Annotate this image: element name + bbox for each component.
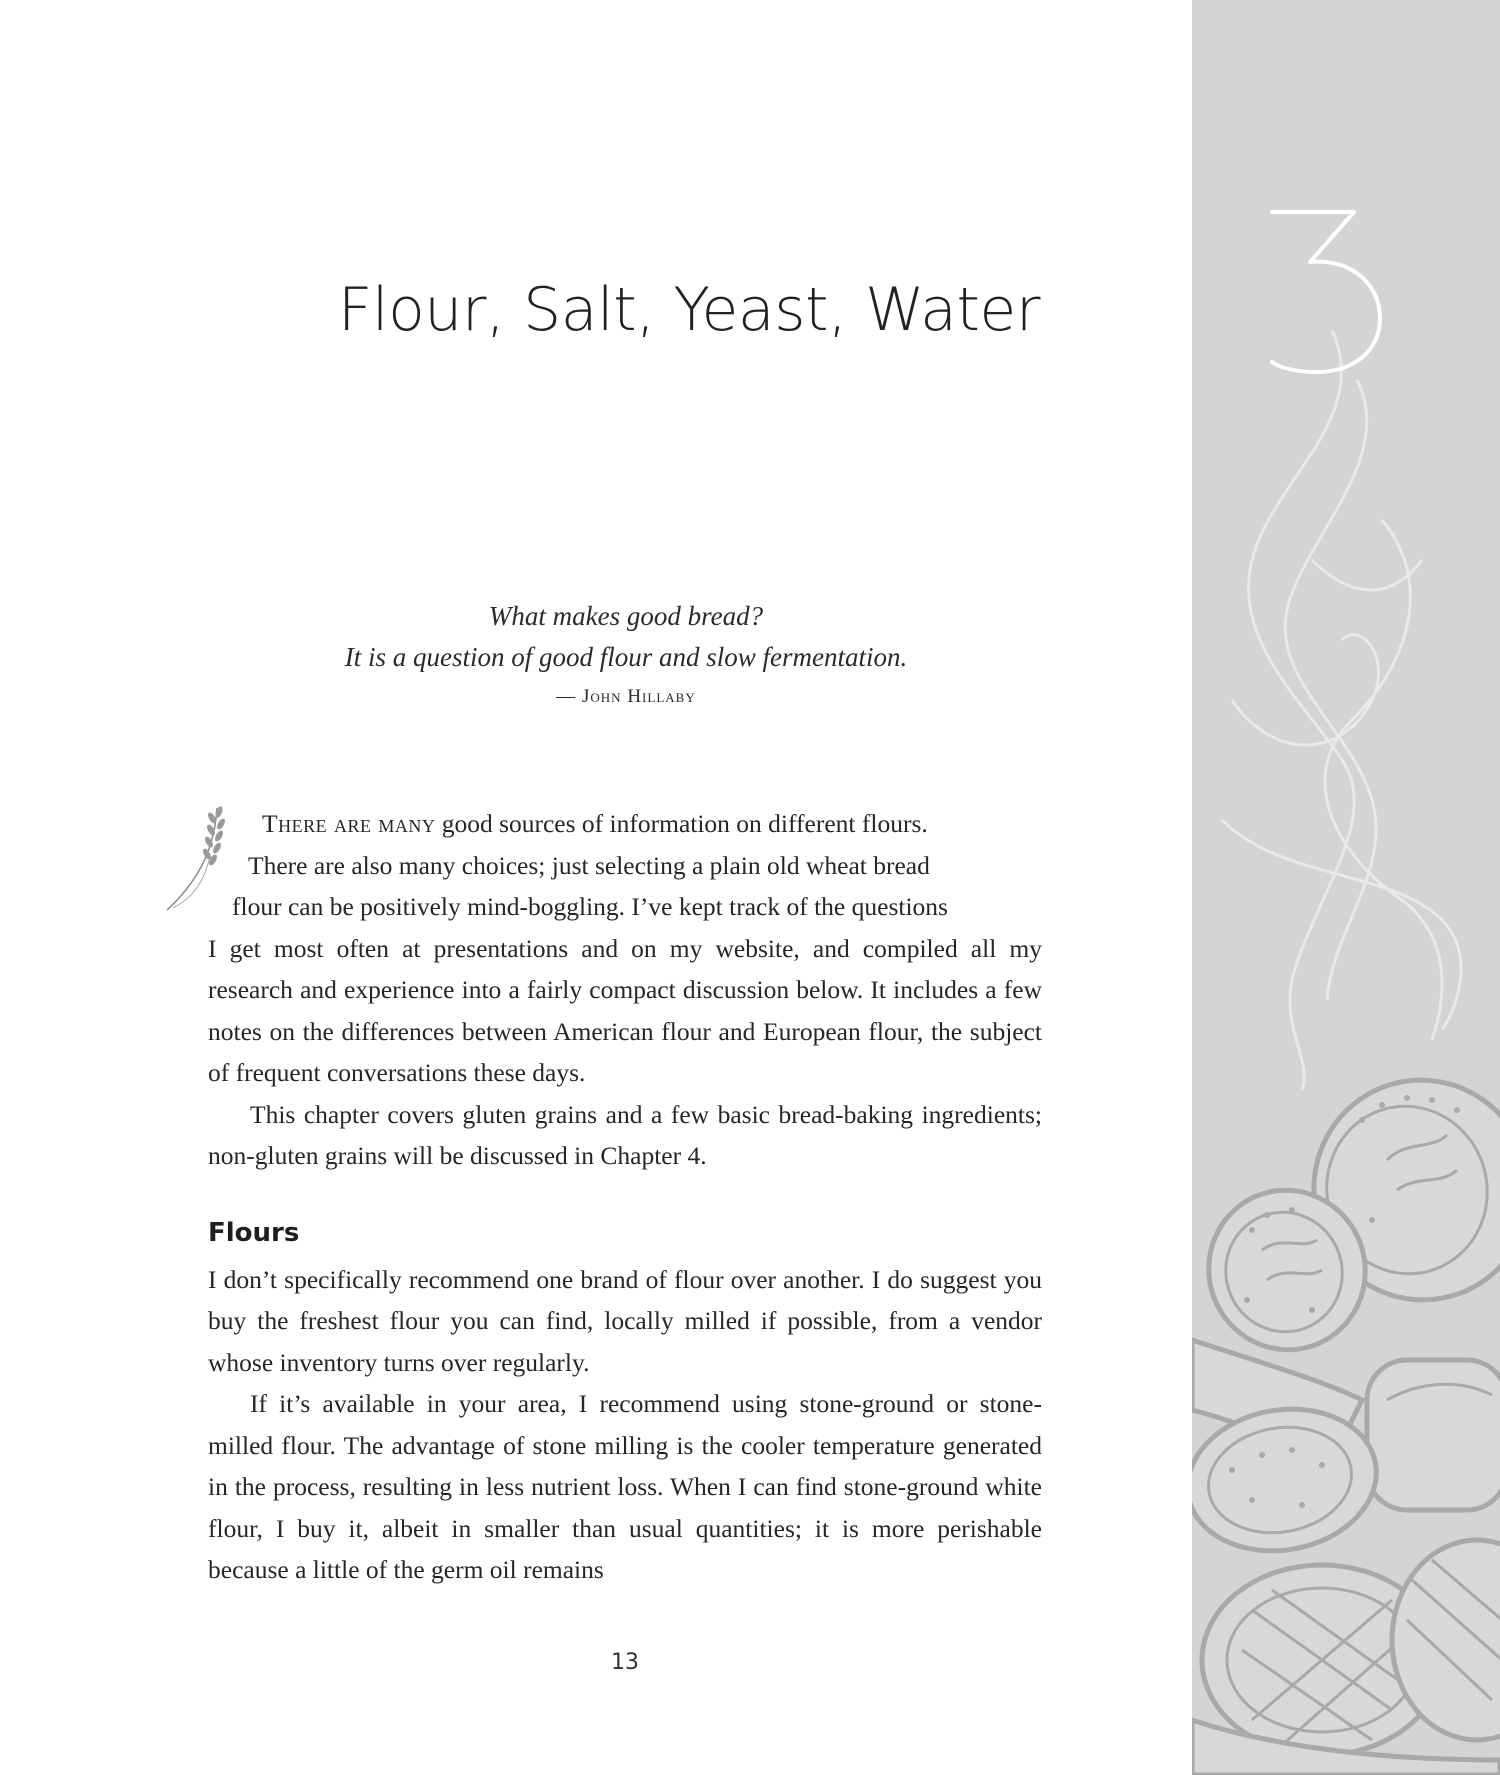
intro-line-1-rest: good sources of information on different flours. [435,809,928,838]
page-number: 13 [611,1650,639,1675]
intro-line-1 [208,803,1042,845]
body-text [208,803,1042,1591]
epigraph-line-2: It is a question of good flour and slow fermentation. [344,642,908,672]
intro-rest: I get most often at presentations and on my website, and compiled all my research and experience into a fairly compact discussion below. It includes a few notes on the differences between American flour and European flour, the subject of frequent conversations these days. [208,933,1042,1087]
paragraph-chapter-scope: This chapter covers gluten grains and a few basic bread-baking ingredients; non-gluten grains will be discussed in Chapter 4. [208,1099,1042,1170]
chapter-number-3 [1272,212,1380,372]
section-heading-flours: Flours [208,1217,300,1248]
chapter-sidebar [1192,0,1500,1775]
paragraph-flour-brand: I don’t specifically recommend one brand of flour over another. I do suggest you buy the freshest flour you can find, locally milled if possible, from a vendor whose inventory turns over regularly. [208,1264,1042,1377]
intro-line-2: There are also many choices; just selecting a plain old wheat bread [248,850,930,880]
intro-smallcaps: There are many [262,809,436,838]
steam-swirls [1222,330,1461,1090]
bread-illustration [1192,0,1500,1775]
chapter-title: Flour, Salt, Yeast, Water [337,275,1040,345]
paragraph-intro [208,803,1042,1094]
epigraph-line-1: What makes good bread? [488,601,764,631]
epigraph-attribution: — John Hillaby [556,686,696,707]
bread-loaves [1192,1056,1500,1775]
intro-line-3: flour can be positively mind-boggling. I’ve kept track of the questions [232,892,948,921]
paragraph-stone-ground: If it’s available in your area, I recommend using stone-ground or stone-milled flour. The advantage of stone milling is the cooler temperature generated in the process, resulting in less nutrient loss. When I can find stone-ground white flour, I buy it, albeit in smaller than usual quantities; it is more perishable because a little of the germ oil remains [208,1389,1042,1584]
epigraph [208,596,1044,712]
